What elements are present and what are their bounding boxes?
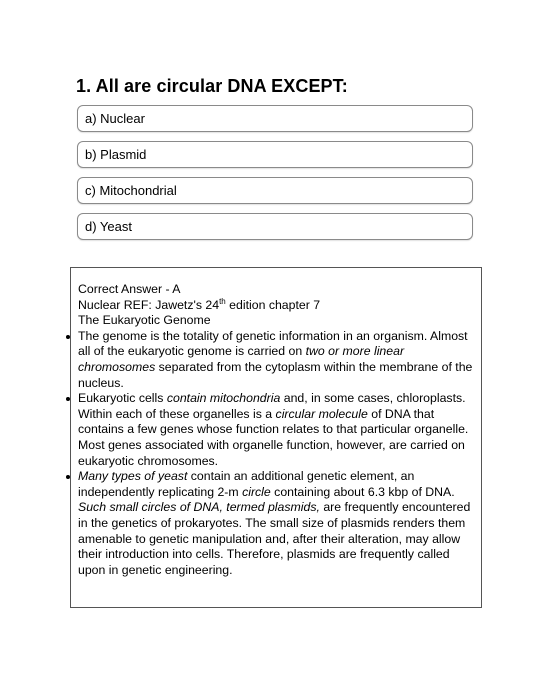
option-a[interactable]: a) Nuclear: [77, 105, 473, 132]
explanation-bullet: Many types of yeast contain an additional genetic element, an independently replicating 2-m circle containing about 6.3 kbp of DNA. Such small circles of DNA, termed plasmids, are frequently encountered in the genetics of prokaryotes. The small size of plasmids renders them amenable to genetic manipulation and, after their alteration, may allow their introduction into cells. Therefore, plasmids are frequently called upon in genetic engineering.: [78, 469, 480, 578]
explanation-bullet: The genome is the totality of genetic information in an organism. Almost all of the eukaryotic genome is carried on two or more linear chromosomes separated from the cytoplasm within the membrane of the nucleus.: [78, 329, 480, 391]
correct-answer: Correct Answer - A: [78, 282, 181, 296]
reference: Nuclear REF: Jawetz's 24th edition chapter 7: [78, 296, 321, 312]
explanation-list: [78, 329, 480, 579]
option-b[interactable]: b) Plasmid: [77, 141, 473, 168]
question-title: 1. All are circular DNA EXCEPT:: [76, 76, 348, 96]
option-c[interactable]: c) Mitochondrial: [77, 177, 473, 204]
answer-explanation: [78, 282, 480, 578]
option-d[interactable]: d) Yeast: [77, 213, 473, 240]
explanation-bullet: Eukaryotic cells contain mitochondria and, in some cases, chloroplasts. Within each of these organelles is a circular molecule of DNA that contains a few genes whose function relates to that particular organelle. Most genes associated with organelle function, however, are carried on eukaryotic chromosomes.: [78, 391, 480, 469]
section-title: The Eukaryotic Genome: [78, 313, 211, 328]
